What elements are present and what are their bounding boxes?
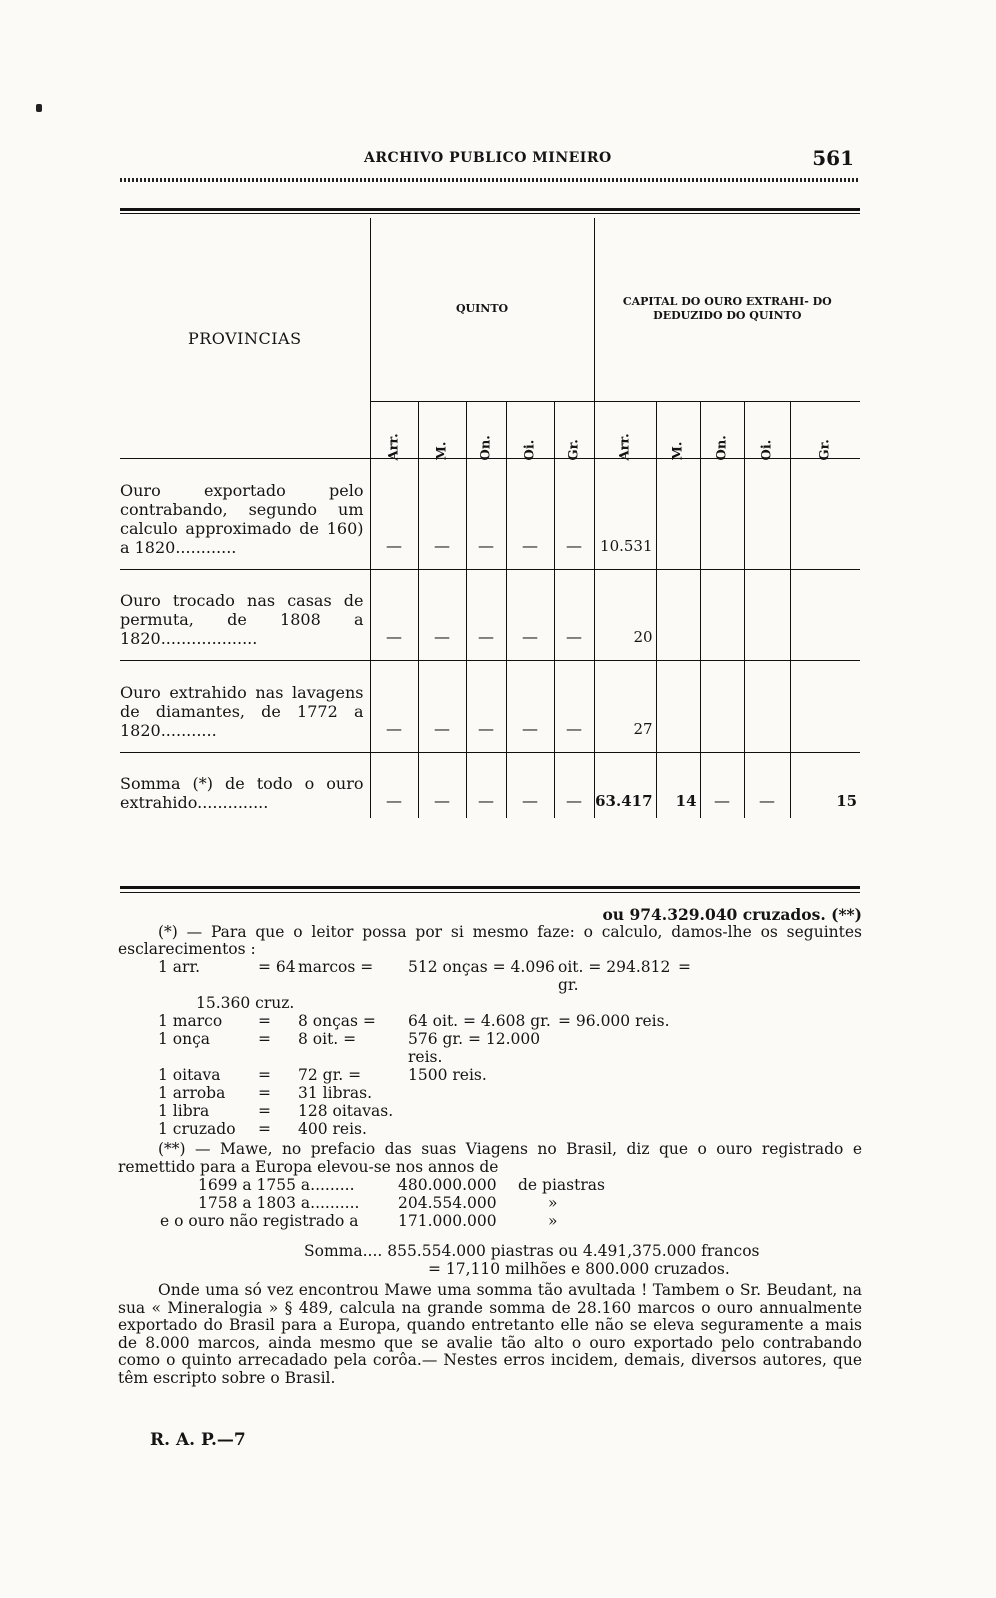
cell bbox=[656, 683, 700, 740]
cell: — bbox=[554, 683, 594, 740]
table-row bbox=[120, 591, 860, 648]
equivalence-row bbox=[118, 958, 862, 994]
cell: — bbox=[466, 683, 506, 740]
cell: — bbox=[370, 774, 418, 812]
quinto-col-oi: Oi. bbox=[506, 401, 554, 458]
quinto-col-arr: Arr. bbox=[370, 401, 418, 458]
eq-cell: 128 oitavas. bbox=[298, 1102, 394, 1120]
cell bbox=[744, 683, 790, 740]
footnotes bbox=[118, 906, 862, 1387]
equivalence-row bbox=[118, 1012, 862, 1030]
capital-col-arr: Arr. bbox=[594, 401, 656, 458]
eq-cell bbox=[558, 1102, 678, 1120]
eq-cell bbox=[558, 1120, 678, 1138]
equivalence-row bbox=[118, 1084, 862, 1102]
closing-paragraph: Onde uma só vez encontrou Mawe uma somma tão avultada ! Tambem o Sr. Beudant, na sua « Mineralogia » § 489, calcula na grande somma de 28.160 marcos o ouro annualmente exportado do Brasil para a Europa, quando entretanto elle não se eleva seguramente a mais de 8.000 marcos, ainda mesmo que se avalie tão alto o ouro exportado pelo contrabando como o quinto arrecadado pela corôa.— Nestes erros incidem, demais, diversos autores, que têm escripto sobre o Brasil. bbox=[118, 1281, 862, 1387]
eq-cell: 512 onças = 4.096 bbox=[408, 958, 555, 976]
header-title: ARCHIVO PUBLICO MINEIRO bbox=[364, 150, 612, 166]
signature-mark: R. A. P.—7 bbox=[150, 1430, 246, 1450]
eq-cell: = bbox=[258, 1084, 271, 1102]
cell: — bbox=[554, 774, 594, 812]
capital-col-on: On. bbox=[700, 401, 744, 458]
header-rule bbox=[120, 178, 860, 182]
quinto-col-gr: Gr. bbox=[554, 401, 594, 458]
row-label: Ouro trocado nas casas de permuta, de 1808 a 1820................... bbox=[120, 591, 364, 648]
eq-cell: 1 libra bbox=[158, 1102, 210, 1120]
equivalence-row bbox=[118, 1102, 862, 1120]
piastras-value: 204.554.000 bbox=[398, 1194, 497, 1212]
cell: — bbox=[466, 591, 506, 648]
cell: — bbox=[370, 481, 418, 557]
cell bbox=[700, 591, 744, 648]
equivalence-row bbox=[118, 1066, 862, 1084]
eq-cell: 72 gr. = bbox=[298, 1066, 362, 1084]
cell: 27 bbox=[594, 683, 656, 740]
piastras-unit: » bbox=[548, 1212, 558, 1230]
equivalence-row bbox=[118, 1120, 862, 1138]
cell bbox=[656, 481, 700, 557]
somma-line-2: = 17,110 milhões e 800.000 cruzados. bbox=[428, 1260, 730, 1278]
cell: — bbox=[554, 481, 594, 557]
piastras-period: 1699 a 1755 a......... bbox=[198, 1176, 355, 1194]
eq-cell: = bbox=[258, 1012, 271, 1030]
cell bbox=[744, 481, 790, 557]
eq-cell: 400 reis. bbox=[298, 1120, 367, 1138]
equivalence-row bbox=[118, 1030, 862, 1066]
cell: — bbox=[506, 774, 554, 812]
somma-line: Somma.... 855.554.000 piastras ou 4.491,375.000 francos bbox=[304, 1242, 760, 1260]
cell: — bbox=[700, 774, 744, 812]
note2-intro: (**) — Mawe, no prefacio das suas Viagens no Brasil, diz que o ouro registrado e remettido para a Europa elevou-se nos annos de bbox=[118, 1140, 862, 1176]
eq-cell bbox=[678, 1030, 698, 1066]
quinto-col-m: M. bbox=[418, 401, 466, 458]
total-cruzados: ou 974.329.040 cruzados. (**) bbox=[602, 905, 862, 924]
capital-col-gr: Gr. bbox=[790, 401, 860, 458]
eq-cell: 1 onça bbox=[158, 1030, 211, 1048]
eq1-continuation: 15.360 cruz. bbox=[196, 994, 295, 1012]
table-bottom-rule bbox=[120, 886, 860, 889]
piastras-value: 480.000.000 bbox=[398, 1176, 497, 1194]
eq-cell: 8 onças = bbox=[298, 1012, 376, 1030]
table-row bbox=[120, 481, 860, 557]
cell: — bbox=[506, 591, 554, 648]
cell: — bbox=[418, 683, 466, 740]
table-row-total bbox=[120, 774, 860, 812]
eq-cell: 1500 reis. bbox=[408, 1066, 487, 1084]
piastras-period: 1758 a 1803 a.......... bbox=[198, 1194, 360, 1212]
cell bbox=[700, 481, 744, 557]
eq-cell bbox=[678, 1066, 698, 1084]
eq-cell: 31 libras. bbox=[298, 1084, 373, 1102]
running-header bbox=[120, 146, 860, 174]
cell bbox=[790, 481, 860, 557]
piastras-period: e o ouro não registrado a bbox=[160, 1212, 359, 1230]
eq-cell bbox=[408, 1084, 558, 1102]
table-top-rule-thin bbox=[120, 213, 860, 214]
cell: — bbox=[554, 591, 594, 648]
eq-cell: 1 oitava bbox=[158, 1066, 221, 1084]
cell: 14 bbox=[656, 774, 700, 812]
row-label: Ouro exportado pelo contrabando, segundo um calculo approximado de 160) a 1820............ bbox=[120, 480, 364, 557]
eq-cell: = 96.000 reis. bbox=[558, 1012, 670, 1030]
cell: — bbox=[370, 591, 418, 648]
eq-cell: = bbox=[678, 958, 691, 976]
note1-intro: (*) — Para que o leitor possa por si mesmo faze: o calculo, damos-lhe os seguintes esclarecimentos : bbox=[118, 923, 862, 958]
row-label: Somma (*) de todo o ouro extrahido.............. bbox=[120, 774, 364, 812]
quinto-group-header: QUINTO bbox=[370, 218, 594, 401]
eq-cell: = 64 bbox=[258, 958, 296, 976]
eq-cell bbox=[408, 1120, 558, 1138]
capital-col-oi: Oi. bbox=[744, 401, 790, 458]
page-number: 561 bbox=[812, 146, 854, 170]
piastras-unit: » bbox=[548, 1194, 558, 1212]
piastras-unit: de piastras bbox=[518, 1176, 605, 1194]
cell bbox=[790, 591, 860, 648]
cell: — bbox=[506, 481, 554, 557]
piastras-value: 171.000.000 bbox=[398, 1212, 497, 1230]
piastras-row bbox=[118, 1176, 862, 1194]
eq-cell: 1 cruzado bbox=[158, 1120, 236, 1138]
cell: 10.531 bbox=[594, 481, 656, 557]
eq-cell: = bbox=[258, 1030, 271, 1048]
eq-cell: = bbox=[258, 1120, 271, 1138]
cell: 15 bbox=[790, 774, 860, 812]
cell: — bbox=[506, 683, 554, 740]
cell bbox=[656, 591, 700, 648]
cell: — bbox=[466, 774, 506, 812]
cell: 63.417 bbox=[594, 774, 656, 812]
cell: — bbox=[418, 774, 466, 812]
table-top-rule bbox=[120, 208, 860, 211]
cell bbox=[700, 683, 744, 740]
capital-col-m: M. bbox=[656, 401, 700, 458]
eq-cell bbox=[678, 1102, 698, 1120]
eq-cell: 1 marco bbox=[158, 1012, 223, 1030]
eq-cell bbox=[558, 1066, 678, 1084]
eq-cell bbox=[558, 1084, 678, 1102]
cell: — bbox=[466, 481, 506, 557]
table-body bbox=[120, 218, 860, 818]
eq-cell: = bbox=[258, 1102, 271, 1120]
eq-cell bbox=[408, 1102, 558, 1120]
eq-cell: 576 gr. = 12.000 reis. bbox=[408, 1030, 541, 1066]
eq-cell: oit. = 294.812 gr. bbox=[558, 958, 671, 994]
eq-cell bbox=[678, 1120, 698, 1138]
eq-cell bbox=[558, 1030, 678, 1066]
ink-mark bbox=[36, 104, 42, 112]
eq-cell: 1 arroba bbox=[158, 1084, 226, 1102]
cell: — bbox=[744, 774, 790, 812]
eq-cell: = bbox=[258, 1066, 271, 1084]
eq-cell: 1 arr. bbox=[158, 958, 201, 976]
cell: — bbox=[418, 591, 466, 648]
eq-cell: 64 oit. = 4.608 gr. bbox=[408, 1012, 551, 1030]
cell bbox=[744, 591, 790, 648]
eq-cell: marcos = bbox=[298, 958, 374, 976]
eq-cell bbox=[678, 1084, 698, 1102]
table-row bbox=[120, 683, 860, 740]
table-bottom-rule-thin bbox=[120, 892, 860, 893]
piastras-row bbox=[118, 1194, 862, 1212]
cell: 20 bbox=[594, 591, 656, 648]
cell: — bbox=[370, 683, 418, 740]
capital-group-header: CAPITAL DO OURO EXTRAHI- DO DEDUZIDO DO QUINTO bbox=[594, 218, 860, 401]
row-label: Ouro extrahido nas lavagens de diamantes, de 1772 a 1820........... bbox=[120, 682, 364, 740]
quinto-col-on: On. bbox=[466, 401, 506, 458]
cell: — bbox=[418, 481, 466, 557]
piastras-row bbox=[118, 1212, 862, 1230]
cell bbox=[790, 683, 860, 740]
eq-cell: 8 oit. = bbox=[298, 1030, 357, 1048]
provincias-header: PROVINCIAS bbox=[120, 218, 370, 459]
eq-cell bbox=[678, 1012, 698, 1030]
